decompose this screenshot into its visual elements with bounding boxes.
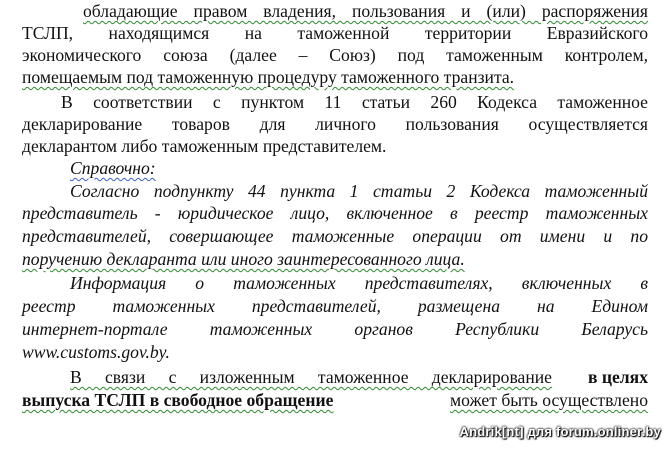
customs-website-link[interactable]: www.customs.gov.by.	[22, 342, 170, 362]
text-line	[22, 389, 648, 411]
text-line: обладающие правом владения, пользования и (или) распоряжения	[83, 1, 648, 21]
text-fragment: В связи с изложенным таможенное декларирование	[70, 367, 552, 387]
reference-text-line: представителей, совершающее таможенные операции от имени и по	[22, 226, 648, 246]
reference-text-line: представитель - юридическое лицо, включенное в реестр таможенных	[22, 203, 648, 223]
reference-heading: Справочно:	[70, 158, 156, 178]
bold-text-fragment: выпуска ТСЛП в свободное обращение	[22, 390, 334, 410]
reference-text-line: Информация о таможенных представителях, включенных в	[70, 273, 648, 293]
bold-text-fragment: в целях	[587, 367, 648, 387]
forum-watermark: Andrik[nt] для forum.onliner.by	[459, 424, 661, 439]
paragraph-first-line: В соответствии с пунктом 11 статьи 260 Кодекса таможенное	[61, 92, 648, 112]
text-line: декларирование товаров для личного пользования осуществляется	[22, 114, 648, 134]
text-line: ТСЛП, находящимся на таможенной территории Евразийского	[22, 23, 648, 43]
text-line: помещаемым под таможенную процедуру таможенного транзита.	[22, 67, 515, 87]
paragraph-first-line	[70, 366, 648, 388]
reference-text-line: реестр таможенных представителей, размещена на Едином	[22, 296, 648, 316]
text-fragment: может быть осуществлено	[450, 390, 648, 410]
text-line: экономического союза (далее – Союз) под таможенным контролем,	[22, 45, 648, 65]
text-line: декларантом либо таможенным представителем.	[22, 136, 387, 156]
reference-text-line: Согласно подпункту 44 пункта 1 статьи 2 Кодекса таможенный	[70, 181, 648, 201]
reference-text-line: интернет-портале таможенных органов Республики Беларусь	[22, 319, 648, 339]
reference-text-line: поручению декларанта или иного заинтересованного лица.	[22, 249, 465, 269]
